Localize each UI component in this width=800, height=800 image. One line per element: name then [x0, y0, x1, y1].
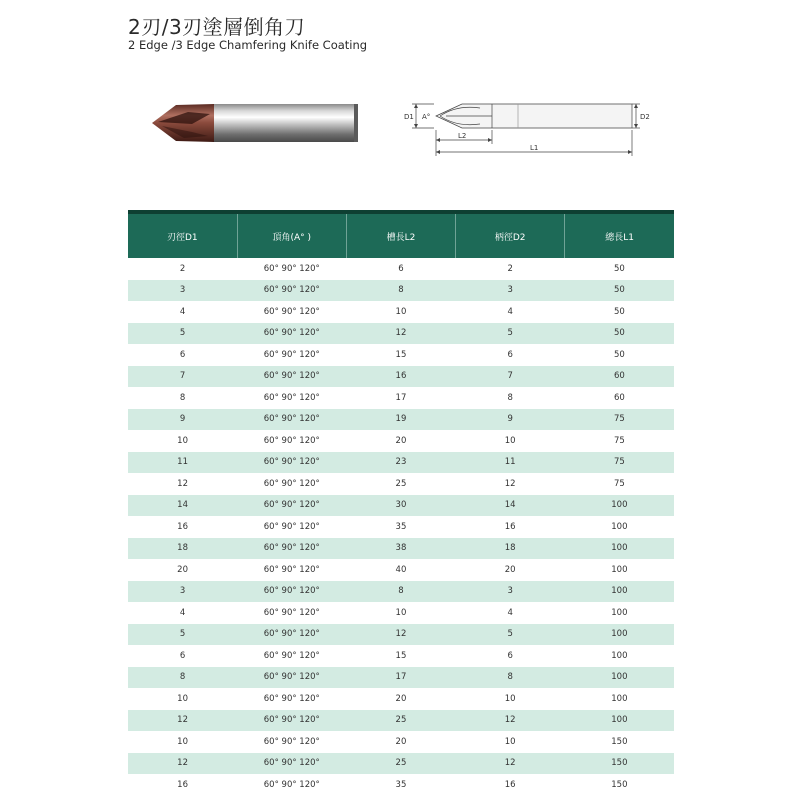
cell-blade-diameter: 11	[128, 452, 237, 474]
table-row	[128, 366, 674, 388]
label-angle: A°	[422, 113, 431, 121]
table-row	[128, 753, 674, 775]
cell-blade-diameter: 4	[128, 602, 237, 624]
label-l1: L1	[530, 144, 539, 152]
cell-overall-length: 50	[565, 301, 674, 323]
table-row	[128, 387, 674, 409]
cell-flute-length: 20	[346, 430, 455, 452]
cell-point-angle: 60° 90° 120°	[237, 667, 346, 689]
cell-flute-length: 15	[346, 645, 455, 667]
cell-shank-diameter: 5	[456, 323, 565, 345]
cell-point-angle: 60° 90° 120°	[237, 710, 346, 732]
table-row	[128, 344, 674, 366]
cell-shank-diameter: 14	[456, 495, 565, 517]
cell-blade-diameter: 5	[128, 624, 237, 646]
cell-flute-length: 35	[346, 774, 455, 796]
cell-flute-length: 8	[346, 581, 455, 603]
page-title-en: 2 Edge /3 Edge Chamfering Knife Coating	[128, 38, 368, 52]
cell-overall-length: 100	[565, 710, 674, 732]
table-row	[128, 688, 674, 710]
table-row	[128, 409, 674, 431]
cell-point-angle: 60° 90° 120°	[237, 366, 346, 388]
cell-flute-length: 30	[346, 495, 455, 517]
header-blade-diameter: 刃徑D1	[128, 212, 237, 258]
cell-overall-length: 60	[565, 366, 674, 388]
cell-overall-length: 60	[565, 387, 674, 409]
cell-shank-diameter: 10	[456, 731, 565, 753]
table-row	[128, 602, 674, 624]
cell-shank-diameter: 4	[456, 301, 565, 323]
cell-shank-diameter: 7	[456, 366, 565, 388]
cell-blade-diameter: 10	[128, 688, 237, 710]
tool-photo	[148, 96, 368, 152]
table-row	[128, 710, 674, 732]
cell-shank-diameter: 8	[456, 387, 565, 409]
table-body	[128, 258, 674, 796]
header-shank-diameter: 柄徑D2	[456, 212, 565, 258]
cell-point-angle: 60° 90° 120°	[237, 430, 346, 452]
cell-blade-diameter: 18	[128, 538, 237, 560]
cell-blade-diameter: 14	[128, 495, 237, 517]
cell-point-angle: 60° 90° 120°	[237, 387, 346, 409]
table-row	[128, 452, 674, 474]
cell-overall-length: 100	[565, 516, 674, 538]
cell-flute-length: 25	[346, 753, 455, 775]
cell-flute-length: 40	[346, 559, 455, 581]
cell-flute-length: 12	[346, 624, 455, 646]
header-point-angle: 頂角(A° )	[237, 212, 346, 258]
cell-shank-diameter: 2	[456, 258, 565, 280]
cell-overall-length: 100	[565, 538, 674, 560]
cell-blade-diameter: 6	[128, 645, 237, 667]
cell-flute-length: 8	[346, 280, 455, 302]
table-row	[128, 473, 674, 495]
tool-shank	[212, 104, 358, 142]
label-d2: D2	[640, 113, 650, 121]
cell-point-angle: 60° 90° 120°	[237, 344, 346, 366]
cell-blade-diameter: 8	[128, 387, 237, 409]
cell-blade-diameter: 12	[128, 473, 237, 495]
cell-flute-length: 17	[346, 667, 455, 689]
cell-point-angle: 60° 90° 120°	[237, 581, 346, 603]
cell-overall-length: 100	[565, 645, 674, 667]
table-row	[128, 538, 674, 560]
table-row	[128, 559, 674, 581]
tool-shank-end	[354, 104, 358, 142]
cell-overall-length: 100	[565, 559, 674, 581]
cell-flute-length: 12	[346, 323, 455, 345]
cell-point-angle: 60° 90° 120°	[237, 774, 346, 796]
cell-shank-diameter: 12	[456, 710, 565, 732]
cell-overall-length: 100	[565, 602, 674, 624]
cell-flute-length: 25	[346, 473, 455, 495]
cell-overall-length: 75	[565, 430, 674, 452]
table-row	[128, 624, 674, 646]
cell-point-angle: 60° 90° 120°	[237, 452, 346, 474]
cell-overall-length: 75	[565, 473, 674, 495]
cell-flute-length: 17	[346, 387, 455, 409]
cell-shank-diameter: 16	[456, 516, 565, 538]
cell-overall-length: 75	[565, 452, 674, 474]
cell-flute-length: 23	[346, 452, 455, 474]
cell-overall-length: 100	[565, 667, 674, 689]
cell-shank-diameter: 16	[456, 774, 565, 796]
cell-shank-diameter: 5	[456, 624, 565, 646]
table-row	[128, 774, 674, 796]
cell-point-angle: 60° 90° 120°	[237, 258, 346, 280]
cell-point-angle: 60° 90° 120°	[237, 753, 346, 775]
cell-blade-diameter: 12	[128, 710, 237, 732]
table-row	[128, 323, 674, 345]
cell-overall-length: 150	[565, 731, 674, 753]
cell-shank-diameter: 18	[456, 538, 565, 560]
cell-overall-length: 75	[565, 409, 674, 431]
cell-overall-length: 50	[565, 323, 674, 345]
cell-blade-diameter: 9	[128, 409, 237, 431]
cell-shank-diameter: 6	[456, 645, 565, 667]
header-flute-length: 槽長L2	[346, 212, 455, 258]
cell-point-angle: 60° 90° 120°	[237, 516, 346, 538]
dimension-diagram	[400, 92, 660, 164]
cell-point-angle: 60° 90° 120°	[237, 688, 346, 710]
cell-point-angle: 60° 90° 120°	[237, 301, 346, 323]
table-row	[128, 731, 674, 753]
cell-point-angle: 60° 90° 120°	[237, 538, 346, 560]
table-row	[128, 667, 674, 689]
cell-point-angle: 60° 90° 120°	[237, 323, 346, 345]
cell-point-angle: 60° 90° 120°	[237, 495, 346, 517]
table-row	[128, 301, 674, 323]
cell-flute-length: 10	[346, 301, 455, 323]
cell-overall-length: 100	[565, 495, 674, 517]
cell-blade-diameter: 20	[128, 559, 237, 581]
table-row	[128, 280, 674, 302]
table-row	[128, 581, 674, 603]
cell-shank-diameter: 3	[456, 581, 565, 603]
cell-point-angle: 60° 90° 120°	[237, 624, 346, 646]
cell-overall-length: 100	[565, 624, 674, 646]
header-overall-length: 總長L1	[565, 212, 674, 258]
cell-blade-diameter: 2	[128, 258, 237, 280]
page-title-zh: 2刃/3刃塗層倒角刀	[128, 15, 306, 39]
table-row	[128, 645, 674, 667]
cell-blade-diameter: 3	[128, 581, 237, 603]
cell-flute-length: 15	[346, 344, 455, 366]
cell-shank-diameter: 20	[456, 559, 565, 581]
cell-blade-diameter: 7	[128, 366, 237, 388]
cell-blade-diameter: 8	[128, 667, 237, 689]
cell-blade-diameter: 16	[128, 516, 237, 538]
cell-flute-length: 35	[346, 516, 455, 538]
cell-overall-length: 150	[565, 753, 674, 775]
cell-point-angle: 60° 90° 120°	[237, 645, 346, 667]
cell-shank-diameter: 8	[456, 667, 565, 689]
cell-blade-diameter: 10	[128, 430, 237, 452]
cell-blade-diameter: 6	[128, 344, 237, 366]
cell-point-angle: 60° 90° 120°	[237, 280, 346, 302]
cell-shank-diameter: 6	[456, 344, 565, 366]
cell-shank-diameter: 9	[456, 409, 565, 431]
cell-flute-length: 20	[346, 688, 455, 710]
cell-blade-diameter: 12	[128, 753, 237, 775]
table-row	[128, 495, 674, 517]
cell-shank-diameter: 12	[456, 753, 565, 775]
cell-point-angle: 60° 90° 120°	[237, 731, 346, 753]
cell-point-angle: 60° 90° 120°	[237, 602, 346, 624]
cell-overall-length: 50	[565, 280, 674, 302]
cell-overall-length: 100	[565, 581, 674, 603]
table-row	[128, 430, 674, 452]
cell-point-angle: 60° 90° 120°	[237, 409, 346, 431]
cell-shank-diameter: 12	[456, 473, 565, 495]
cell-point-angle: 60° 90° 120°	[237, 473, 346, 495]
cell-shank-diameter: 10	[456, 688, 565, 710]
cell-blade-diameter: 3	[128, 280, 237, 302]
cell-overall-length: 100	[565, 688, 674, 710]
cell-flute-length: 6	[346, 258, 455, 280]
cell-shank-diameter: 4	[456, 602, 565, 624]
cell-flute-length: 25	[346, 710, 455, 732]
cell-blade-diameter: 5	[128, 323, 237, 345]
cell-shank-diameter: 11	[456, 452, 565, 474]
table-row	[128, 258, 674, 280]
cell-flute-length: 10	[346, 602, 455, 624]
label-d1: D1	[404, 113, 414, 121]
cell-blade-diameter: 4	[128, 301, 237, 323]
cell-shank-diameter: 3	[456, 280, 565, 302]
cell-overall-length: 50	[565, 258, 674, 280]
cell-flute-length: 38	[346, 538, 455, 560]
cell-flute-length: 16	[346, 366, 455, 388]
cell-flute-length: 20	[346, 731, 455, 753]
cell-blade-diameter: 16	[128, 774, 237, 796]
cell-overall-length: 150	[565, 774, 674, 796]
cell-shank-diameter: 10	[456, 430, 565, 452]
cell-blade-diameter: 10	[128, 731, 237, 753]
cell-point-angle: 60° 90° 120°	[237, 559, 346, 581]
cell-flute-length: 19	[346, 409, 455, 431]
cell-overall-length: 50	[565, 344, 674, 366]
table-header-row	[128, 212, 674, 258]
spec-table	[128, 210, 674, 796]
table-row	[128, 516, 674, 538]
label-l2: L2	[458, 132, 467, 140]
